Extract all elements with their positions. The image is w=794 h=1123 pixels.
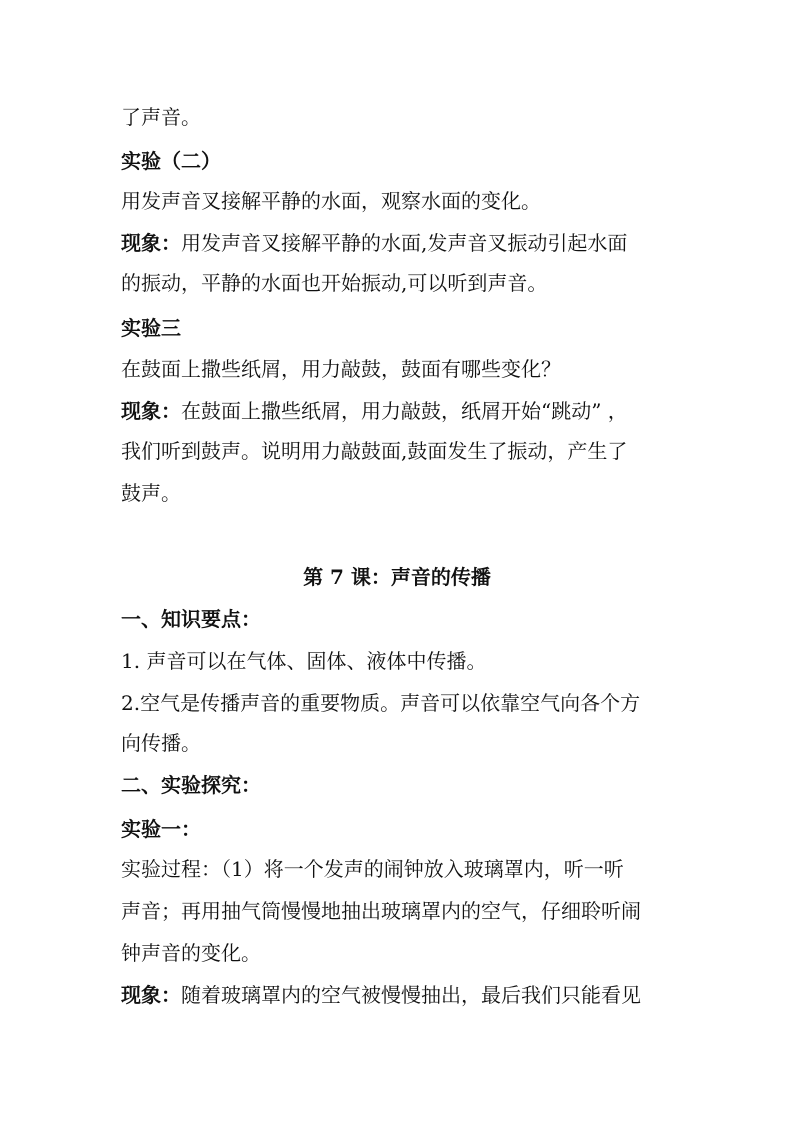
text-line: 钟声音的变化。 <box>121 941 261 965</box>
phenomenon-text: 在鼓面上撒些纸屑，用力敲鼓，纸屑开始“跳动” ， <box>181 399 628 423</box>
phenomenon-label: 现象： <box>121 983 181 1007</box>
knowledge-point-2: 2.空气是传播声音的重要物质。声音可以依靠空气向各个方 <box>121 691 641 715</box>
phenomenon-text: 用发声音叉接解平静的水面,发声音叉振动引起水面 <box>181 231 628 255</box>
text-line: 声音；再用抽气筒慢慢地抽出玻璃罩内的空气，仔细聆听闹 <box>121 899 641 923</box>
text-line <box>121 398 681 424</box>
text-line <box>121 230 681 256</box>
text-line: 实验过程：（1）将一个发声的闹钟放入玻璃罩内，听一听 <box>121 857 624 881</box>
text-line: 我们听到鼓声。说明用力敲鼓面,鼓面发生了振动，产生了 <box>121 439 628 463</box>
heading-experiment-3: 实验三 <box>121 316 181 340</box>
text-line: 用发声音叉接解平静的水面，观察水面的变化。 <box>121 189 541 213</box>
phenomenon-label: 现象： <box>121 399 181 423</box>
heading-experiment-1: 实验一： <box>121 817 201 841</box>
knowledge-point-1: 1. 声音可以在气体、固体、液体中传播。 <box>121 649 487 673</box>
text-line: 向传播。 <box>121 731 201 755</box>
phenomenon-label: 现象： <box>121 231 181 255</box>
lesson-title: 第 7 课：声音的传播 <box>303 565 491 589</box>
section-heading-1: 一、知识要点： <box>121 607 261 631</box>
text-line: 在鼓面上撒些纸屑，用力敲鼓，鼓面有哪些变化？ <box>121 357 561 381</box>
section-heading-2: 二、实验探究： <box>121 773 261 797</box>
text-line: 鼓声。 <box>121 481 181 505</box>
heading-experiment-2: 实验（二） <box>121 149 221 173</box>
text-line <box>121 982 681 1008</box>
phenomenon-text: 随着玻璃罩内的空气被慢慢抽出，最后我们只能看见 <box>181 983 641 1007</box>
text-line: 的振动，平静的水面也开始振动,可以听到声音。 <box>121 271 548 295</box>
text-line: 了声音。 <box>121 105 201 129</box>
